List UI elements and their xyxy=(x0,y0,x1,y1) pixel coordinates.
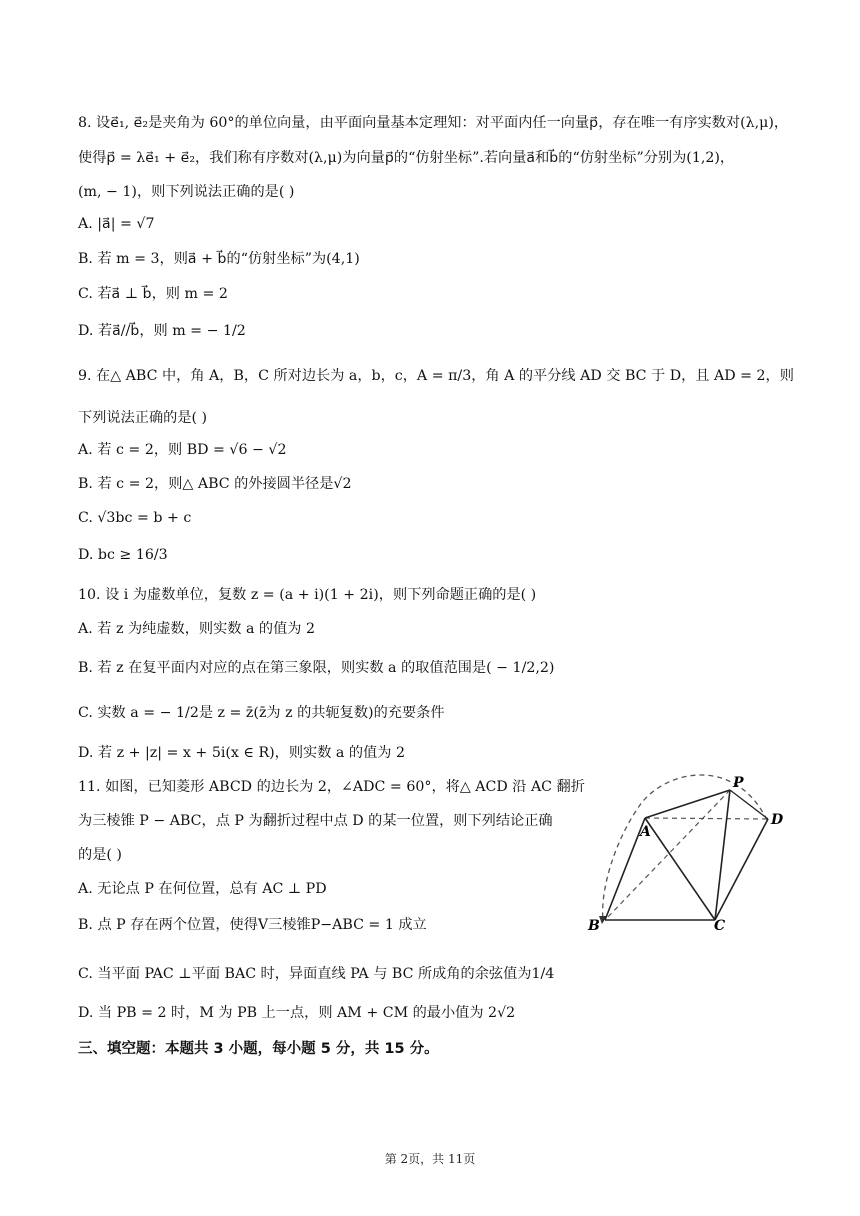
q10-option-c: C. 实数 a = − 1/2是 z = z̄(z̄为 z 的共轭复数)的充要条件 xyxy=(78,705,445,721)
label-c: C xyxy=(714,918,726,934)
page-footer: 第 2页，共 11页 xyxy=(384,1152,476,1166)
edge-dc xyxy=(715,819,768,920)
q11-stem-line2: 为三棱锥 P − ABC，点 P 为翻折过程中点 D 的某一位置，则下列结论正确 xyxy=(78,813,553,829)
q11-option-d: D. 当 PB = 2 时，M 为 PB 上一点，则 AM + CM 的最小值为 2√2 xyxy=(78,1005,516,1021)
q9-option-a: A. 若 c = 2，则 BD = √6 − √2 xyxy=(78,442,287,458)
q8-option-d: D. 若a⃗//b⃗，则 m = − 1/2 xyxy=(78,323,246,339)
q11-stem-line3: 的是( ) xyxy=(78,847,122,863)
q11-option-a: A. 无论点 P 在何位置，总有 AC ⊥ PD xyxy=(78,881,327,897)
q8-stem-line3: (m, − 1)，则下列说法正确的是( ) xyxy=(78,184,295,200)
edge-ad xyxy=(645,818,768,819)
label-a: A xyxy=(640,824,651,840)
edge-ab xyxy=(605,818,645,920)
label-p: P xyxy=(733,775,744,791)
rhombus-fold-figure xyxy=(585,770,795,940)
q10-stem: 10. 设 i 为虚数单位，复数 z = (a + i)(1 + 2i)，则下列命题正确的是( ) xyxy=(78,587,537,603)
q11-stem-line1: 11. 如图，已知菱形 ABCD 的边长为 2，∠ADC = 60°，将△ ACD 沿 AC 翻折 xyxy=(78,779,585,795)
section-title-fill-in: 三、填空题：本题共 3 小题，每小题 5 分，共 15 分。 xyxy=(78,1041,439,1057)
label-b: B xyxy=(588,918,600,934)
q9-option-d: D. bc ≥ 16/3 xyxy=(78,547,168,563)
q9-option-c: C. √3bc = b + c xyxy=(78,510,192,526)
label-d: D xyxy=(771,812,784,828)
q8-option-b: B. 若 m = 3，则a⃗ + b⃗的“仿射坐标”为(4,1) xyxy=(78,251,360,267)
edge-ac xyxy=(645,818,715,920)
q9-stem-line2: 下列说法正确的是( ) xyxy=(78,410,208,426)
q9-stem-line1: 9. 在△ ABC 中，角 A，B，C 所对边长为 a，b，c，A = π/3，角 A 的平分线 AD 交 BC 于 D，且 AD = 2，则 xyxy=(78,368,794,384)
q8-option-a: A. |a⃗| = √7 xyxy=(78,216,155,232)
q8-stem-line1: 8. 设e⃗₁, e⃗₂是夹角为 60°的单位向量，由平面向量基本定理知：对平面内任一向量p⃗，存在唯一有序实数对(λ,μ)， xyxy=(78,115,789,131)
q10-option-a: A. 若 z 为纯虚数，则实数 a 的值为 2 xyxy=(78,621,316,637)
q8-option-c: C. 若a⃗ ⊥ b⃗，则 m = 2 xyxy=(78,286,228,302)
edge-pb xyxy=(605,790,730,920)
q11-option-b: B. 点 P 存在两个位置，使得V三棱锥P−ABC = 1 成立 xyxy=(78,917,427,933)
edge-pc xyxy=(715,790,730,920)
q9-option-b: B. 若 c = 2，则△ ABC 的外接圆半径是√2 xyxy=(78,476,352,492)
q10-option-b: B. 若 z 在复平面内对应的点在第三象限，则实数 a 的取值范围是( − 1/2,2) xyxy=(78,660,555,676)
q10-option-d: D. 若 z + |z| = x + 5i(x ∈ R)，则实数 a 的值为 2 xyxy=(78,745,405,761)
q11-option-c: C. 当平面 PAC ⊥平面 BAC 时，异面直线 PA 与 BC 所成角的余弦值为1/4 xyxy=(78,966,555,982)
q8-stem-line2: 使得p⃗ = λe⃗₁ + e⃗₂，我们称有序数对(λ,μ)为向量p⃗的“仿射坐标”.若向量a⃗和b⃗的“仿射坐标”分别为(1,2)， xyxy=(78,150,735,166)
fold-arc xyxy=(603,775,767,920)
